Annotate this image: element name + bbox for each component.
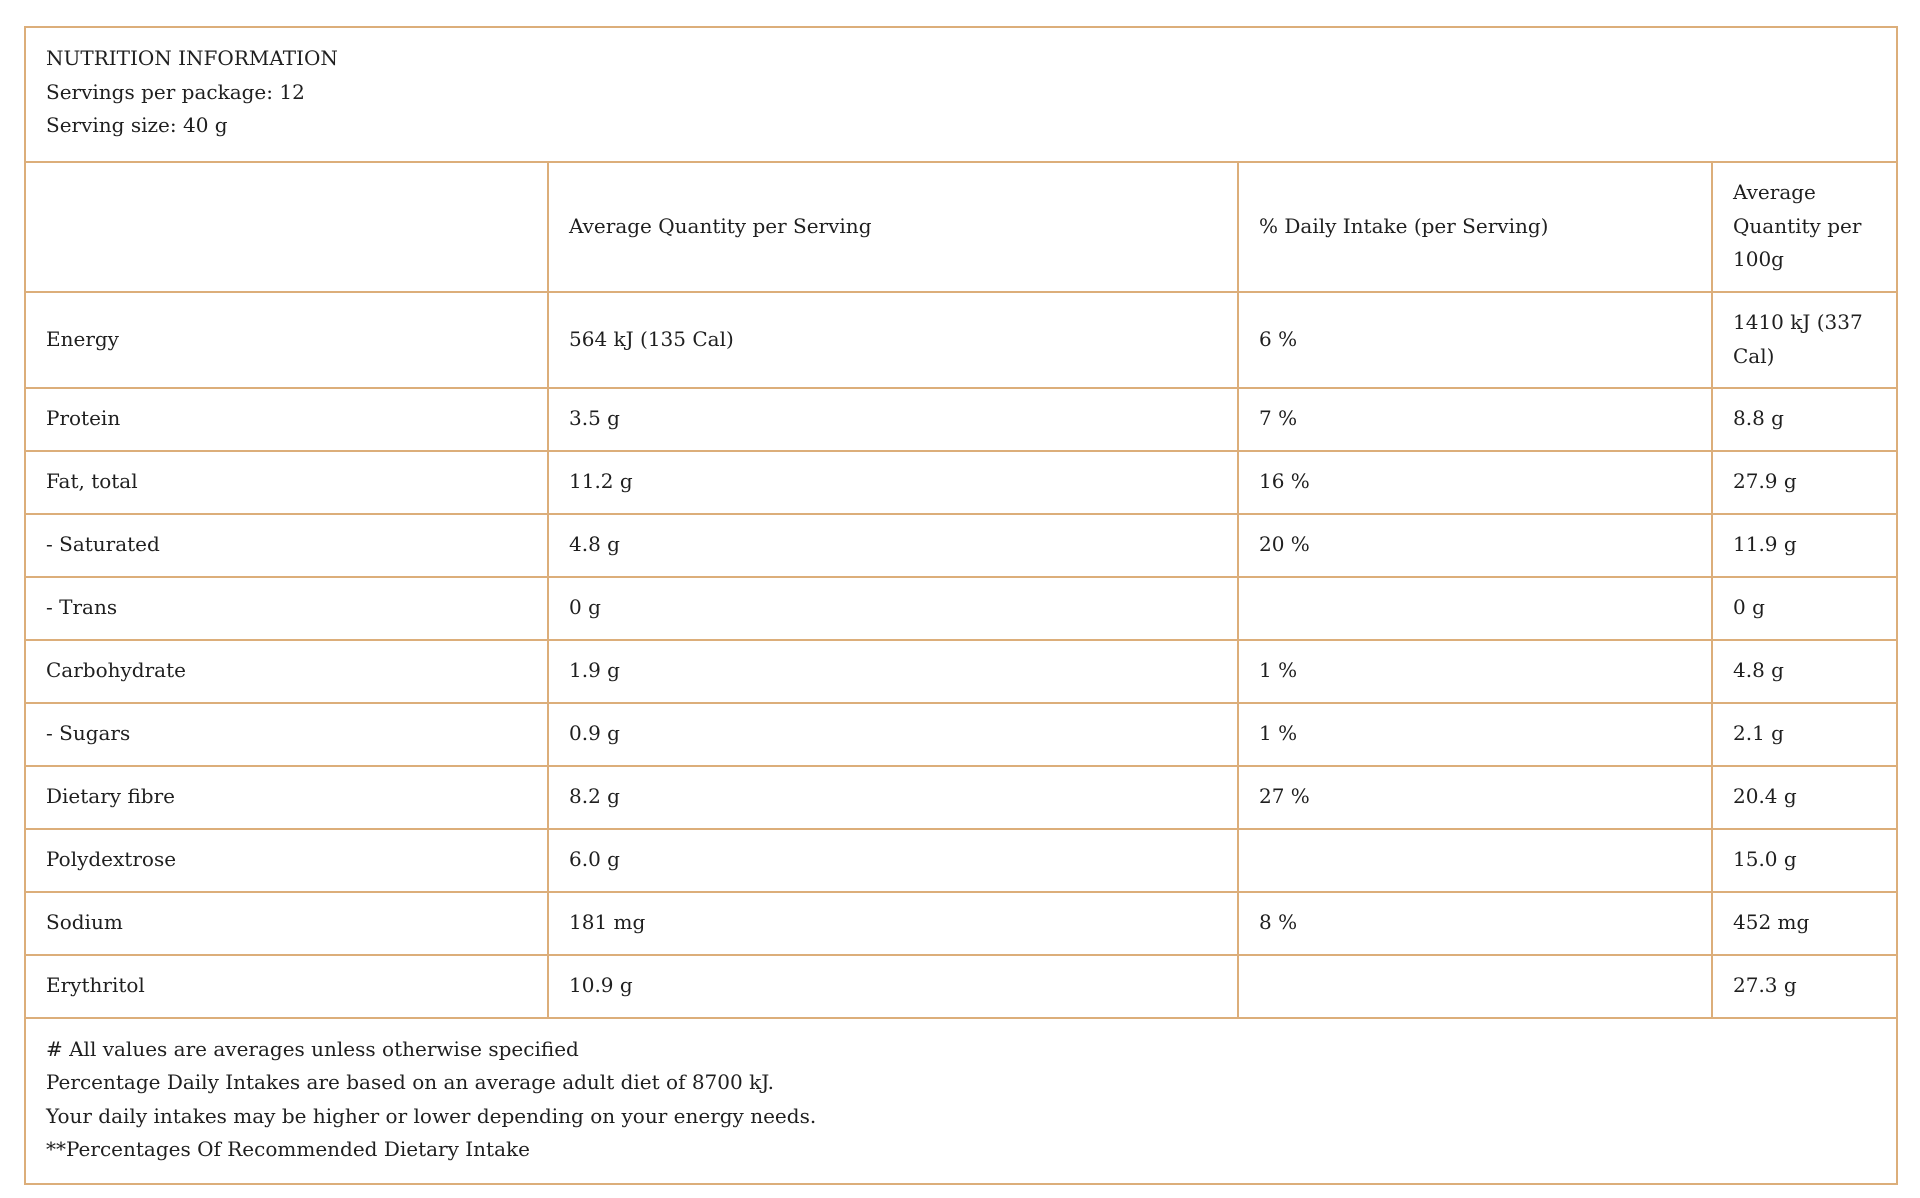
table-row — [26, 955, 1898, 1018]
daily-intake-value — [1238, 829, 1712, 892]
daily-intake-value: 8 % — [1238, 892, 1712, 955]
daily-intake-value — [1238, 955, 1712, 1018]
nutrient-name: - Trans — [26, 577, 548, 640]
per-100g-value: 27.9 g — [1712, 451, 1898, 514]
table-row — [26, 766, 1898, 829]
nutrition-table — [26, 163, 1898, 1019]
per-100g-value: 15.0 g — [1712, 829, 1898, 892]
nutrient-name: Protein — [26, 388, 548, 451]
table-row — [26, 703, 1898, 766]
per-serving-value: 181 mg — [548, 892, 1238, 955]
footnote-daily-intake-basis: Percentage Daily Intakes are based on an average adult diet of 8700 kJ. — [46, 1070, 775, 1094]
per-serving-value: 564 kJ (135 Cal) — [548, 292, 1238, 388]
footnote-rdi: **Percentages Of Recommended Dietary Intake — [46, 1137, 530, 1161]
footnote-averages: # All values are averages unless otherwise specified — [46, 1036, 579, 1061]
daily-intake-value: 20 % — [1238, 514, 1712, 577]
per-100g-value: 8.8 g — [1712, 388, 1898, 451]
column-header-daily-intake: % Daily Intake (per Serving) — [1238, 163, 1712, 292]
per-serving-value: 0.9 g — [548, 703, 1238, 766]
per-100g-value: 2.1 g — [1712, 703, 1898, 766]
nutrition-footnotes — [26, 1019, 1896, 1183]
per-serving-value: 0 g — [548, 577, 1238, 640]
nutrient-name: Dietary fibre — [26, 766, 548, 829]
daily-intake-value — [1238, 577, 1712, 640]
nutrient-name: Polydextrose — [26, 829, 548, 892]
servings-per-package: Servings per package: 12 — [46, 79, 305, 104]
table-row — [26, 292, 1898, 388]
table-row — [26, 451, 1898, 514]
per-100g-value: 452 mg — [1712, 892, 1898, 955]
table-row — [26, 514, 1898, 577]
table-row — [26, 640, 1898, 703]
table-row — [26, 388, 1898, 451]
nutrient-name: Erythritol — [26, 955, 548, 1018]
column-header-per-100g: Average Quantity per 100g — [1712, 163, 1898, 292]
per-100g-value: 4.8 g — [1712, 640, 1898, 703]
per-100g-value: 27.3 g — [1712, 955, 1898, 1018]
nutrient-name: Energy — [26, 292, 548, 388]
nutrition-panel — [24, 26, 1898, 1185]
column-header-per-serving: Average Quantity per Serving — [548, 163, 1238, 292]
per-100g-value: 0 g — [1712, 577, 1898, 640]
nutrient-name: Fat, total — [26, 451, 548, 514]
column-header-nutrient — [26, 163, 548, 292]
nutrient-name: Sodium — [26, 892, 548, 955]
per-100g-value: 20.4 g — [1712, 766, 1898, 829]
nutrient-name: Carbohydrate — [26, 640, 548, 703]
per-100g-value: 11.9 g — [1712, 514, 1898, 577]
table-row — [26, 829, 1898, 892]
daily-intake-value: 1 % — [1238, 703, 1712, 766]
per-serving-value: 1.9 g — [548, 640, 1238, 703]
daily-intake-value: 7 % — [1238, 388, 1712, 451]
daily-intake-value: 6 % — [1238, 292, 1712, 388]
daily-intake-value: 16 % — [1238, 451, 1712, 514]
per-serving-value: 6.0 g — [548, 829, 1238, 892]
table-row — [26, 577, 1898, 640]
daily-intake-value: 1 % — [1238, 640, 1712, 703]
serving-size: Serving size: 40 g — [46, 113, 228, 137]
per-serving-value: 10.9 g — [548, 955, 1238, 1018]
per-serving-value: 4.8 g — [548, 514, 1238, 577]
nutrient-name: - Sugars — [26, 703, 548, 766]
table-row — [26, 892, 1898, 955]
per-serving-value: 3.5 g — [548, 388, 1238, 451]
table-header-row — [26, 163, 1898, 292]
daily-intake-value: 27 % — [1238, 766, 1712, 829]
nutrient-name: - Saturated — [26, 514, 548, 577]
nutrition-title: NUTRITION INFORMATION — [46, 46, 338, 70]
per-100g-value: 1410 kJ (337 Cal) — [1712, 292, 1898, 388]
per-serving-value: 11.2 g — [548, 451, 1238, 514]
footnote-energy-needs: Your daily intakes may be higher or lower depending on your energy needs. — [46, 1103, 817, 1128]
nutrition-header — [26, 28, 1896, 163]
per-serving-value: 8.2 g — [548, 766, 1238, 829]
